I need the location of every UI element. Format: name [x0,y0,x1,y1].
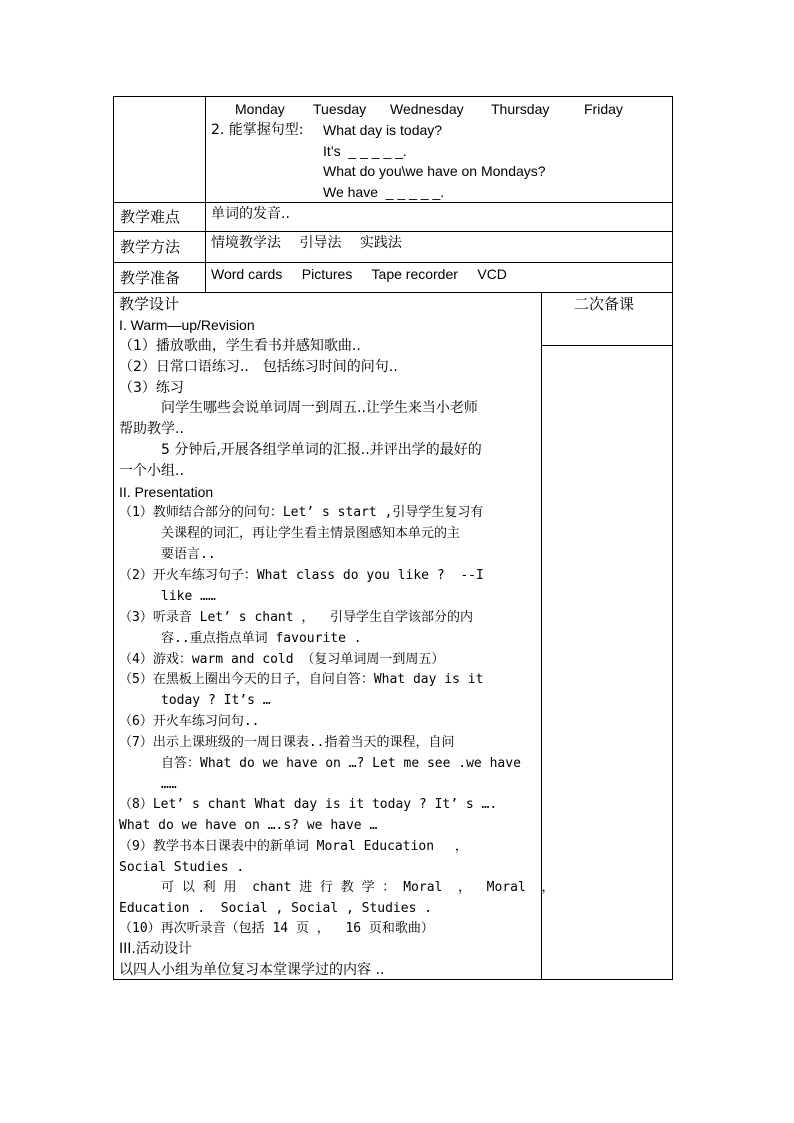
row-divider [114,262,672,263]
list-item: …… [161,777,177,792]
list-item: （2）开火车练习句子：What class do you like ? --I [119,568,484,583]
content-preparation: Word cards Pictures Tape recorder VCD [211,266,507,282]
side-heading: 二次备课 [574,295,635,313]
row-divider [114,231,672,232]
list-item: 自答：What do we have on …? Let me see .we have [161,756,521,771]
item2-prefix: 2. 能掌握句型: [211,122,304,138]
day-monday: Monday [235,101,285,117]
list-item: 5 分钟后,开展各组学单词的汇报..并评出学的最好的 [161,442,482,458]
list-item: （8）Let’ s chant What day is it today ? It’ s …. [119,797,498,812]
day-friday: Friday [584,101,623,117]
label-preparation: 教学准备 [120,269,181,287]
list-item: （3）练习 [119,380,184,396]
list-item: （2）日常口语练习.. 包括练习时间的问句.. [119,359,398,375]
column-divider [541,292,542,979]
item2-answer-1: It’s _ _ _ _ _. [323,143,407,159]
list-item: like …… [161,589,216,604]
day-wednesday: Wednesday [390,101,464,117]
section-3-title: III.活动设计 [119,941,192,957]
list-item: 可 以 利 用 chant 进 行 教 学 ： Moral ， Moral ， [161,880,555,895]
list-item: 关课程的词汇，再让学生看主情景图感知本单元的主 [161,526,461,541]
list-item: Education . Social , Social , Studies . [119,901,433,916]
list-item: （10）再次听录音（包括 14 页 ， 16 页和歌曲） [119,921,434,936]
list-item: 容..重点指点单词 favourite . [161,631,362,646]
list-item: 帮助教学.. [119,421,184,437]
list-item: 要语言.. [161,547,216,562]
list-item: （7）出示上课班级的一周日课表..指着当天的课程，自问 [119,735,455,750]
label-method: 教学方法 [120,238,181,256]
content-method: 情境教学法 引导法 实践法 [211,235,402,251]
row-divider [114,292,672,293]
day-tuesday: Tuesday [313,101,367,117]
list-item: 一个小组.. [119,463,184,479]
column-divider [205,97,206,292]
list-item: 问学生哪些会说单词周一到周五..让学生来当小老师 [161,400,478,416]
list-item: （1）播放歌曲，学生看书并感知歌曲.. [119,338,361,354]
day-thursday: Thursday [491,101,550,117]
list-item: 以四人小组为单位复习本堂课学过的内容 .. [119,962,385,978]
list-item: （3）听录音 Let’ s chant ， 引导学生自学该部分的内 [119,610,474,625]
design-heading: 教学设计 [119,295,180,313]
list-item: （1）教师结合部分的问句：Let’ s start ,引导学生复习有 [119,505,484,520]
item2-question-2: What do you\we have on Mondays? [323,163,546,179]
row-divider [114,202,672,203]
content-difficulty: 单词的发音.. [211,206,290,222]
list-item: （6）开火车练习问句.. [119,714,260,729]
list-item: （9）教学书本日课表中的新单词 Moral Education ， [119,839,468,854]
section-2-title: II. Presentation [119,484,214,500]
list-item: （5）在黑板上圈出今天的日子，自问自答：What day is it [119,672,484,687]
list-item: today ? It’s … [161,693,271,708]
lesson-plan-table [113,96,673,980]
list-item: What do we have on ….s? we have … [119,818,378,833]
item2-question-1: What day is today? [323,122,443,138]
list-item: （4）游戏：warm and cold （复习单词周一到周五） [119,652,445,667]
label-difficulty: 教学难点 [120,208,181,226]
side-cell-divider [541,345,672,346]
list-item: Social Studies . [119,860,245,875]
section-1-title: I. Warm—up/Revision [119,317,255,333]
item2-answer-2: We have _ _ _ _ _. [323,184,445,200]
